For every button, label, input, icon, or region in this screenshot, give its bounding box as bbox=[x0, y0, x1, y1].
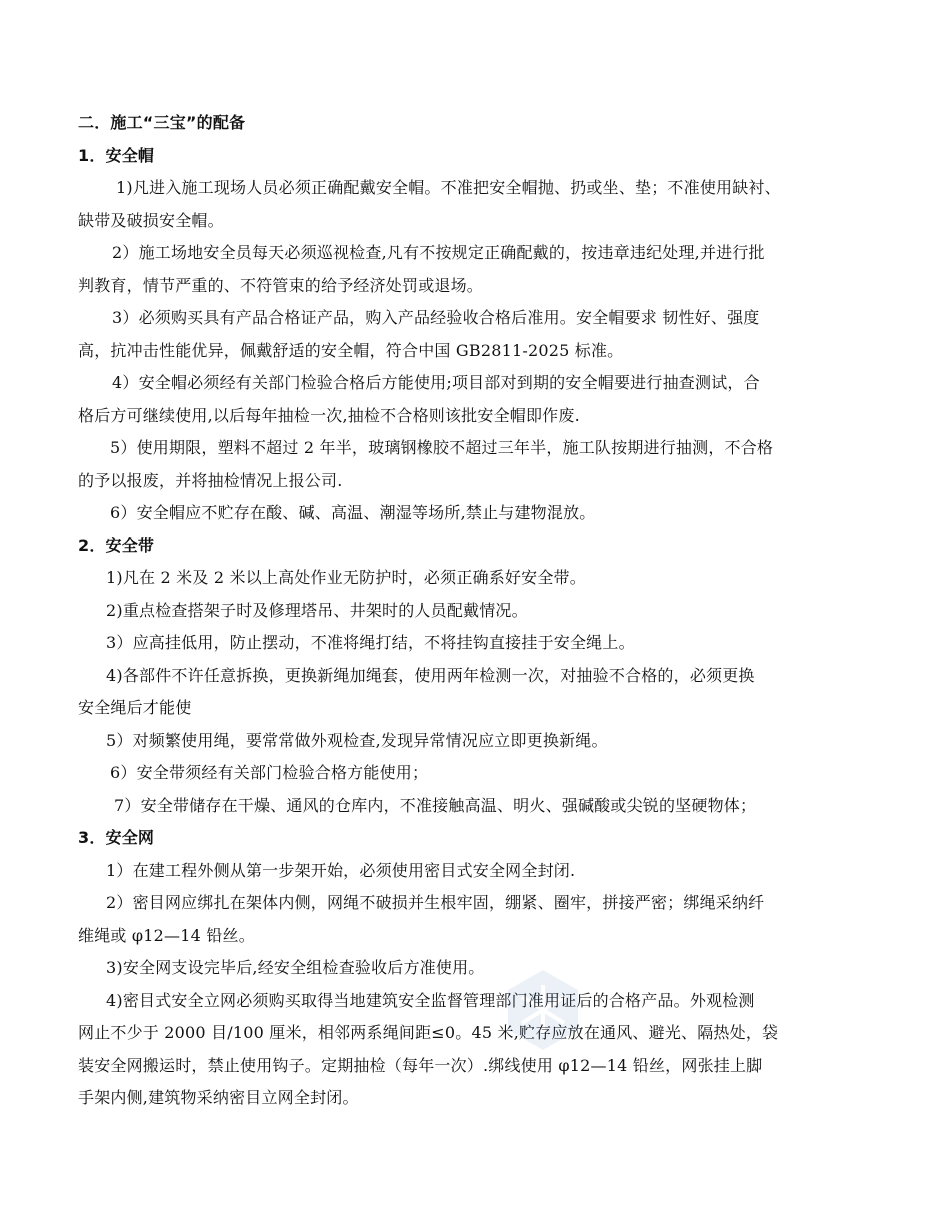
helmet-para-5-line-1: 5）使用期限，塑料不超过 2 年半，玻璃钢橡胶不超过三年半，施工队按期进行抽测，不合格 bbox=[110, 438, 774, 457]
watermark-icon bbox=[498, 965, 588, 1055]
helmet-para-3-line-2: 高，抗冲击性能优异，佩戴舒适的安全帽，符合中国 GB2811-2025 标准。 bbox=[78, 340, 624, 360]
document-body bbox=[78, 107, 878, 1115]
helmet-para-2-line-1: 2）施工场地安全员每天必须巡视检查,凡有不按规定正确配戴的，按违章违纪处理,并进行批 bbox=[112, 243, 765, 262]
helmet-para-1-line-2: 缺带及破损安全帽。 bbox=[78, 210, 224, 230]
heading-safety-belt: 2．安全带 bbox=[78, 535, 155, 555]
net-item-3: 3)安全网支设完毕后,经安全组检查验收后方准使用。 bbox=[106, 958, 485, 977]
section-title: 二．施工“三宝”的配备 bbox=[78, 113, 246, 132]
net-item-4-line-3: 装安全网搬运时，禁止使用钩子。定期抽检（每年一次）.绑线使用 φ12—14 铅丝，网张挂上脚 bbox=[78, 1055, 763, 1075]
helmet-para-4-line-1: 4）安全帽必须经有关部门检验合格后方能使用;项目部对到期的安全帽要进行抽查测试，合 bbox=[112, 373, 760, 392]
helmet-para-6: 6）安全帽应不贮存在酸、碱、高温、潮湿等场所,禁止与建物混放。 bbox=[110, 503, 596, 522]
belt-item-5: 5）对频繁使用绳，要常常做外观检查,发现异常情况应立即更换新绳。 bbox=[106, 730, 608, 750]
belt-item-1: 1)凡在 2 米及 2 米以上高处作业无防护时，必须正确系好安全带。 bbox=[106, 568, 586, 587]
net-item-2-line-1: 2）密目网应绑扎在架体内侧，网绳不破损并生根牢固，绷紧、圈牢，拼接严密；绑绳采纳纤 bbox=[106, 893, 765, 912]
helmet-para-4-line-2: 格后方可继续使用,以后每年抽检一次,抽检不合格则该批安全帽即作废. bbox=[78, 405, 580, 425]
net-item-1: 1）在建工程外侧从第一步架开始，必须使用密目式安全网全封闭. bbox=[106, 860, 576, 880]
net-item-4-line-4: 手架内侧,建筑物采纳密目立网全封闭。 bbox=[78, 1088, 359, 1107]
belt-item-4-line-2: 安全绳后才能使 bbox=[78, 698, 192, 717]
belt-item-6: 6）安全带须经有关部门检验合格方能使用； bbox=[110, 763, 429, 782]
net-item-4-line-2: 网止不少于 2000 目/100 厘米，相邻两系绳间距≤0。45 米,贮存应放在通风、避光、隔热处，袋 bbox=[78, 1023, 779, 1042]
belt-item-4-line-1: 4)各部件不许任意拆换，更换新绳加绳套，使用两年检测一次，对抽验不合格的，必须更换 bbox=[106, 665, 755, 685]
helmet-para-1-line-1: 1)凡进入施工现场人员必须正确配戴安全帽。不准把安全帽抛、扔或坐、垫；不准使用缺衬、 bbox=[116, 178, 781, 197]
belt-item-7: 7）安全带储存在干燥、通风的仓库内，不准接触高温、明火、强碱酸或尖锐的坚硬物体； bbox=[114, 795, 757, 815]
heading-safety-net: 3．安全网 bbox=[78, 828, 155, 847]
helmet-para-2-line-2: 判教育，情节严重的、不符管束的给予经济处罚或退场。 bbox=[78, 275, 484, 295]
helmet-para-5-line-2: 的予以报废，并将抽检情况上报公司. bbox=[78, 470, 343, 490]
heading-safety-helmet: 1．安全帽 bbox=[78, 145, 155, 165]
net-item-2-line-2: 维绳或 φ12—14 铅丝。 bbox=[78, 925, 255, 945]
belt-item-3: 3）应高挂低用，防止摆动，不准将绳打结，不将挂钩直接挂于安全绳上。 bbox=[106, 633, 635, 652]
helmet-para-3-line-1: 3）必须购买具有产品合格证产品，购入产品经验收合格后准用。安全帽要求 韧性好、强度 bbox=[112, 308, 760, 327]
belt-item-2: 2)重点检查搭架子时及修理塔吊、井架时的人员配戴情况。 bbox=[106, 600, 528, 620]
net-item-4-line-1: 4)密目式安全立网必须购买取得当地建筑安全监督管理部门准用证后的合格产品。外观检测 bbox=[106, 990, 755, 1010]
